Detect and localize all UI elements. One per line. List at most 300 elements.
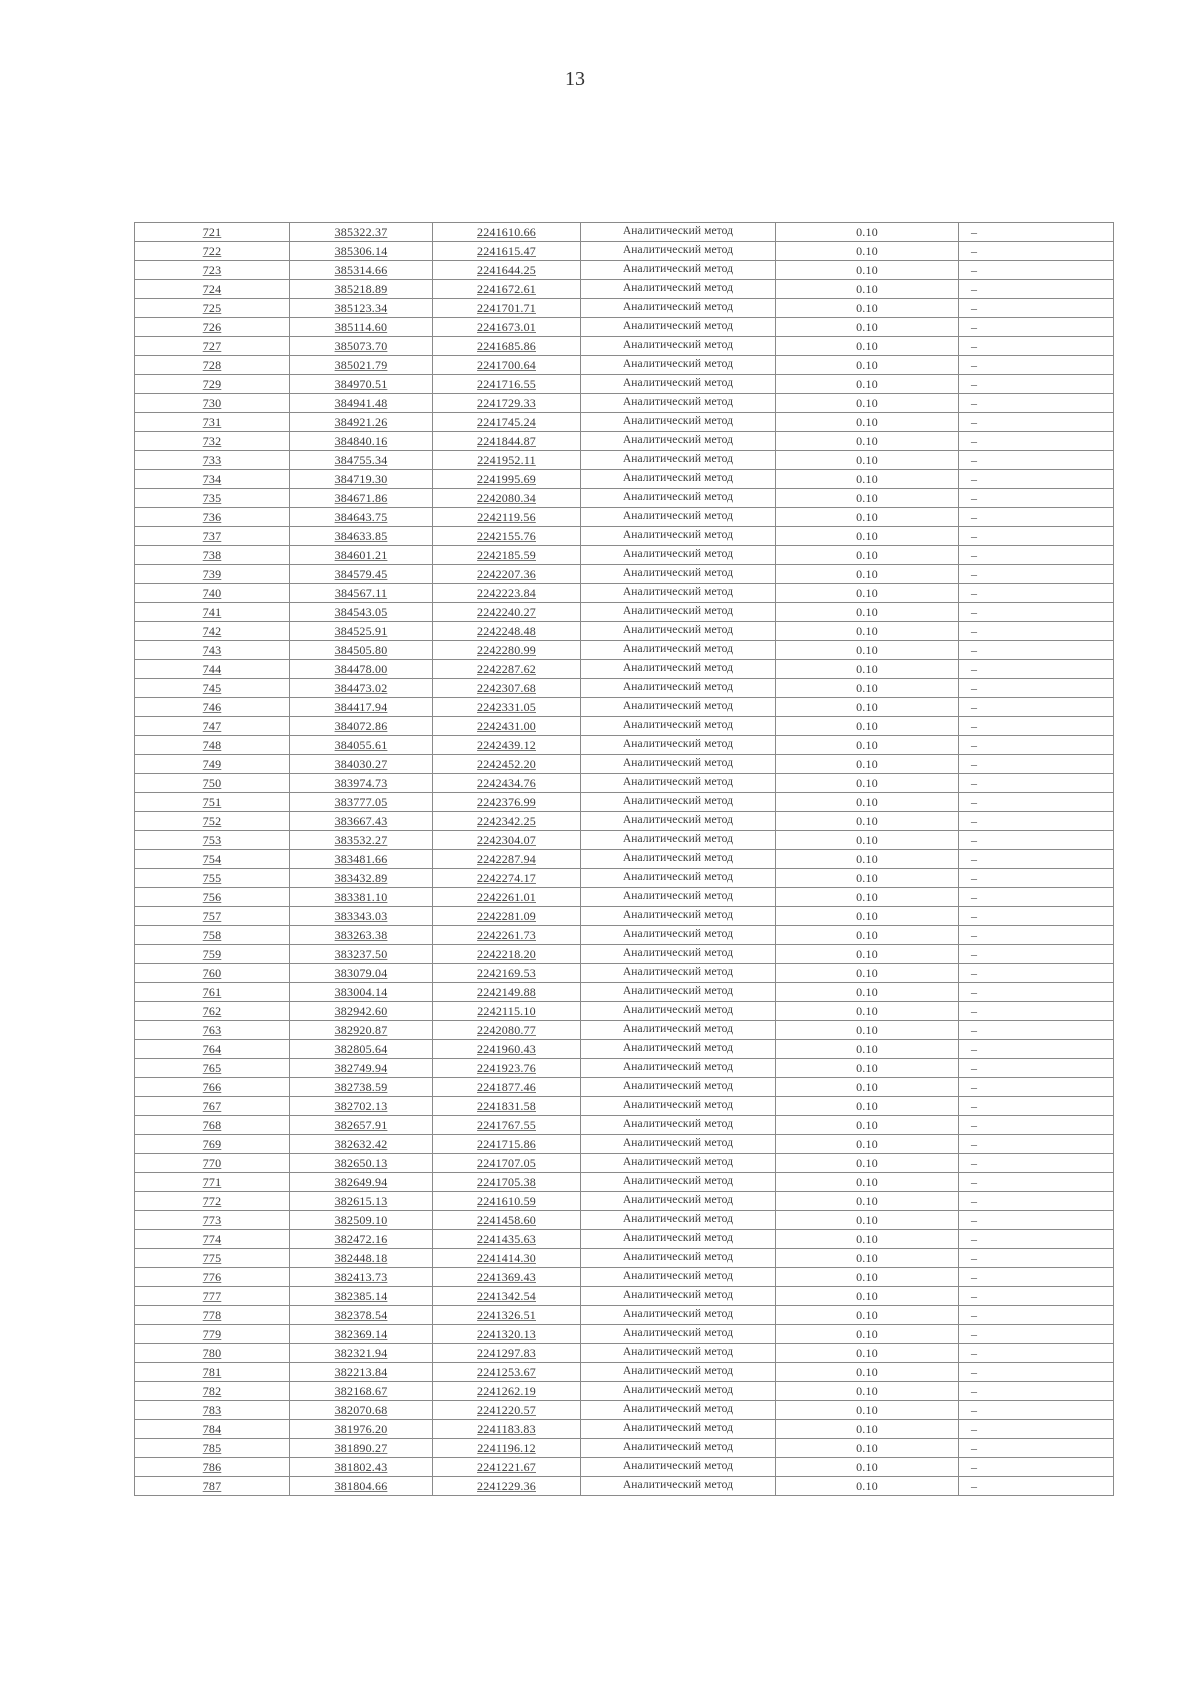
description-cell bbox=[959, 1078, 1114, 1097]
x-coordinate-cell-text: 382070.68 bbox=[334, 1403, 388, 1417]
x-coordinate-cell-text: 382649.94 bbox=[334, 1175, 388, 1189]
point-number-cell-text: 738 bbox=[202, 548, 222, 562]
x-coordinate-cell-text: 385322.37 bbox=[334, 225, 388, 239]
point-number-cell-text: 722 bbox=[202, 244, 222, 258]
x-coordinate-cell bbox=[290, 888, 433, 907]
point-number-cell bbox=[135, 1135, 290, 1154]
method-cell-text: Аналитический метод bbox=[622, 529, 734, 542]
point-number-cell bbox=[135, 964, 290, 983]
table-row bbox=[135, 394, 1114, 413]
description-cell bbox=[959, 1173, 1114, 1192]
x-coordinate-cell-text: 385021.79 bbox=[334, 358, 388, 372]
y-coordinate-cell bbox=[433, 1325, 581, 1344]
method-cell bbox=[581, 223, 776, 242]
x-coordinate-cell-text: 384030.27 bbox=[334, 757, 388, 771]
error-cell bbox=[776, 394, 959, 413]
x-coordinate-cell-text: 384643.75 bbox=[334, 510, 388, 524]
point-number-cell-text: 744 bbox=[202, 662, 222, 676]
y-coordinate-cell-text: 2241610.59 bbox=[477, 1194, 536, 1208]
y-coordinate-cell-text: 2241844.87 bbox=[477, 434, 536, 448]
description-cell-text: – bbox=[971, 814, 978, 828]
description-cell-text: – bbox=[971, 1099, 978, 1113]
y-coordinate-cell bbox=[433, 1135, 581, 1154]
point-number-cell bbox=[135, 774, 290, 793]
point-number-cell-text: 772 bbox=[202, 1194, 222, 1208]
point-number-cell bbox=[135, 242, 290, 261]
point-number-cell bbox=[135, 983, 290, 1002]
error-cell-text: 0.10 bbox=[856, 1289, 878, 1303]
method-cell bbox=[581, 1021, 776, 1040]
x-coordinate-cell bbox=[290, 736, 433, 755]
error-cell bbox=[776, 679, 959, 698]
method-cell-text: Аналитический метод bbox=[622, 396, 734, 409]
description-cell bbox=[959, 1268, 1114, 1287]
x-coordinate-cell bbox=[290, 1382, 433, 1401]
description-cell bbox=[959, 717, 1114, 736]
method-cell bbox=[581, 413, 776, 432]
method-cell bbox=[581, 1211, 776, 1230]
error-cell bbox=[776, 565, 959, 584]
point-number-cell bbox=[135, 1059, 290, 1078]
error-cell-text: 0.10 bbox=[856, 966, 878, 980]
x-coordinate-cell bbox=[290, 983, 433, 1002]
error-cell bbox=[776, 736, 959, 755]
table-row bbox=[135, 413, 1114, 432]
x-coordinate-cell-text: 383667.43 bbox=[334, 814, 388, 828]
method-cell bbox=[581, 717, 776, 736]
y-coordinate-cell-text: 2241320.13 bbox=[477, 1327, 536, 1341]
description-cell bbox=[959, 261, 1114, 280]
method-cell bbox=[581, 1154, 776, 1173]
point-number-cell bbox=[135, 907, 290, 926]
method-cell-text: Аналитический метод bbox=[622, 700, 734, 713]
method-cell-text: Аналитический метод bbox=[622, 586, 734, 599]
y-coordinate-cell bbox=[433, 299, 581, 318]
point-number-cell bbox=[135, 1439, 290, 1458]
description-cell bbox=[959, 945, 1114, 964]
method-cell bbox=[581, 508, 776, 527]
description-cell-text: – bbox=[971, 1479, 978, 1493]
point-number-cell-text: 756 bbox=[202, 890, 222, 904]
y-coordinate-cell-text: 2241435.63 bbox=[477, 1232, 536, 1246]
method-cell bbox=[581, 907, 776, 926]
error-cell-text: 0.10 bbox=[856, 719, 878, 733]
error-cell bbox=[776, 755, 959, 774]
error-cell-text: 0.10 bbox=[856, 529, 878, 543]
method-cell-text: Аналитический метод bbox=[622, 1023, 734, 1036]
error-cell bbox=[776, 850, 959, 869]
description-cell-text: – bbox=[971, 282, 978, 296]
x-coordinate-cell-text: 385314.66 bbox=[334, 263, 388, 277]
method-cell bbox=[581, 1059, 776, 1078]
point-number-cell-text: 748 bbox=[202, 738, 222, 752]
description-cell-text: – bbox=[971, 738, 978, 752]
description-cell bbox=[959, 1135, 1114, 1154]
x-coordinate-cell bbox=[290, 1078, 433, 1097]
x-coordinate-cell-text: 384921.26 bbox=[334, 415, 388, 429]
y-coordinate-cell bbox=[433, 508, 581, 527]
y-coordinate-cell-text: 2241707.05 bbox=[477, 1156, 536, 1170]
point-number-cell bbox=[135, 603, 290, 622]
y-coordinate-cell-text: 2242169.53 bbox=[477, 966, 536, 980]
method-cell-text: Аналитический метод bbox=[622, 434, 734, 447]
y-coordinate-cell bbox=[433, 1420, 581, 1439]
x-coordinate-cell-text: 385218.89 bbox=[334, 282, 388, 296]
error-cell bbox=[776, 888, 959, 907]
description-cell-text: – bbox=[971, 719, 978, 733]
error-cell-text: 0.10 bbox=[856, 985, 878, 999]
point-number-cell bbox=[135, 755, 290, 774]
y-coordinate-cell bbox=[433, 356, 581, 375]
error-cell-text: 0.10 bbox=[856, 1194, 878, 1208]
description-cell-text: – bbox=[971, 1327, 978, 1341]
y-coordinate-cell-text: 2241745.24 bbox=[477, 415, 536, 429]
error-cell-text: 0.10 bbox=[856, 263, 878, 277]
x-coordinate-cell bbox=[290, 584, 433, 603]
point-number-cell bbox=[135, 622, 290, 641]
x-coordinate-cell-text: 382920.87 bbox=[334, 1023, 388, 1037]
method-cell bbox=[581, 1040, 776, 1059]
error-cell-text: 0.10 bbox=[856, 700, 878, 714]
y-coordinate-cell-text: 2242376.99 bbox=[477, 795, 536, 809]
y-coordinate-cell bbox=[433, 1154, 581, 1173]
description-cell bbox=[959, 1344, 1114, 1363]
point-number-cell bbox=[135, 1401, 290, 1420]
y-coordinate-cell-text: 2242185.59 bbox=[477, 548, 536, 562]
y-coordinate-cell-text: 2241705.38 bbox=[477, 1175, 536, 1189]
point-number-cell bbox=[135, 1306, 290, 1325]
x-coordinate-cell-text: 382369.14 bbox=[334, 1327, 388, 1341]
description-cell-text: – bbox=[971, 434, 978, 448]
point-number-cell bbox=[135, 888, 290, 907]
y-coordinate-cell-text: 2241960.43 bbox=[477, 1042, 536, 1056]
error-cell bbox=[776, 793, 959, 812]
method-cell bbox=[581, 1287, 776, 1306]
point-number-cell-text: 736 bbox=[202, 510, 222, 524]
table-row bbox=[135, 1268, 1114, 1287]
method-cell bbox=[581, 1325, 776, 1344]
point-number-cell bbox=[135, 1173, 290, 1192]
x-coordinate-cell-text: 385123.34 bbox=[334, 301, 388, 315]
method-cell bbox=[581, 1344, 776, 1363]
error-cell-text: 0.10 bbox=[856, 396, 878, 410]
x-coordinate-cell bbox=[290, 1230, 433, 1249]
method-cell-text: Аналитический метод bbox=[622, 263, 734, 276]
x-coordinate-cell bbox=[290, 1116, 433, 1135]
method-cell bbox=[581, 964, 776, 983]
point-number-cell-text: 741 bbox=[202, 605, 222, 619]
y-coordinate-cell-text: 2241644.25 bbox=[477, 263, 536, 277]
description-cell-text: – bbox=[971, 871, 978, 885]
y-coordinate-cell bbox=[433, 1401, 581, 1420]
error-cell bbox=[776, 1249, 959, 1268]
error-cell-text: 0.10 bbox=[856, 1175, 878, 1189]
method-cell-text: Аналитический метод bbox=[622, 1061, 734, 1074]
error-cell bbox=[776, 1477, 959, 1496]
point-number-cell bbox=[135, 717, 290, 736]
description-cell bbox=[959, 1477, 1114, 1496]
y-coordinate-cell-text: 2241458.60 bbox=[477, 1213, 536, 1227]
y-coordinate-cell bbox=[433, 660, 581, 679]
x-coordinate-cell-text: 384543.05 bbox=[334, 605, 388, 619]
method-cell bbox=[581, 1173, 776, 1192]
x-coordinate-cell bbox=[290, 755, 433, 774]
error-cell-text: 0.10 bbox=[856, 605, 878, 619]
description-cell bbox=[959, 489, 1114, 508]
x-coordinate-cell-text: 383432.89 bbox=[334, 871, 388, 885]
description-cell bbox=[959, 565, 1114, 584]
error-cell bbox=[776, 1344, 959, 1363]
y-coordinate-cell-text: 2242274.17 bbox=[477, 871, 536, 885]
method-cell bbox=[581, 299, 776, 318]
table-row bbox=[135, 1249, 1114, 1268]
description-cell bbox=[959, 451, 1114, 470]
method-cell bbox=[581, 1002, 776, 1021]
table-row bbox=[135, 223, 1114, 242]
error-cell bbox=[776, 641, 959, 660]
description-cell bbox=[959, 242, 1114, 261]
error-cell bbox=[776, 983, 959, 1002]
method-cell bbox=[581, 983, 776, 1002]
y-coordinate-cell-text: 2242115.10 bbox=[477, 1004, 536, 1018]
x-coordinate-cell bbox=[290, 337, 433, 356]
description-cell-text: – bbox=[971, 244, 978, 258]
x-coordinate-cell-text: 382509.10 bbox=[334, 1213, 388, 1227]
description-cell-text: – bbox=[971, 510, 978, 524]
y-coordinate-cell-text: 2242287.94 bbox=[477, 852, 536, 866]
description-cell bbox=[959, 584, 1114, 603]
method-cell bbox=[581, 470, 776, 489]
table-row bbox=[135, 831, 1114, 850]
description-cell bbox=[959, 831, 1114, 850]
x-coordinate-cell-text: 381804.66 bbox=[334, 1479, 388, 1493]
description-cell-text: – bbox=[971, 358, 978, 372]
point-number-cell-text: 785 bbox=[202, 1441, 222, 1455]
x-coordinate-cell bbox=[290, 1021, 433, 1040]
error-cell-text: 0.10 bbox=[856, 434, 878, 448]
y-coordinate-cell-text: 2242452.20 bbox=[477, 757, 536, 771]
point-number-cell-text: 750 bbox=[202, 776, 222, 790]
method-cell-text: Аналитический метод bbox=[622, 1289, 734, 1302]
y-coordinate-cell bbox=[433, 565, 581, 584]
x-coordinate-cell-text: 383481.66 bbox=[334, 852, 388, 866]
x-coordinate-cell bbox=[290, 1439, 433, 1458]
method-cell-text: Аналитический метод bbox=[622, 320, 734, 333]
description-cell bbox=[959, 413, 1114, 432]
method-cell-text: Аналитический метод bbox=[622, 1365, 734, 1378]
table-row bbox=[135, 1211, 1114, 1230]
error-cell bbox=[776, 812, 959, 831]
error-cell bbox=[776, 1211, 959, 1230]
error-cell-text: 0.10 bbox=[856, 282, 878, 296]
x-coordinate-cell-text: 384601.21 bbox=[334, 548, 388, 562]
point-number-cell-text: 752 bbox=[202, 814, 222, 828]
table-row bbox=[135, 983, 1114, 1002]
description-cell-text: – bbox=[971, 301, 978, 315]
point-number-cell bbox=[135, 261, 290, 280]
method-cell bbox=[581, 793, 776, 812]
method-cell-text: Аналитический метод bbox=[622, 757, 734, 770]
method-cell-text: Аналитический метод bbox=[622, 1403, 734, 1416]
error-cell-text: 0.10 bbox=[856, 1213, 878, 1227]
page-number: 13 bbox=[565, 68, 585, 90]
x-coordinate-cell bbox=[290, 280, 433, 299]
method-cell bbox=[581, 584, 776, 603]
y-coordinate-cell bbox=[433, 945, 581, 964]
description-cell-text: – bbox=[971, 1137, 978, 1151]
error-cell-text: 0.10 bbox=[856, 1251, 878, 1265]
point-number-cell bbox=[135, 1287, 290, 1306]
point-number-cell-text: 766 bbox=[202, 1080, 222, 1094]
x-coordinate-cell bbox=[290, 508, 433, 527]
method-cell-text: Аналитический метод bbox=[622, 890, 734, 903]
table-row bbox=[135, 755, 1114, 774]
method-cell-text: Аналитический метод bbox=[622, 1080, 734, 1093]
y-coordinate-cell-text: 2241297.83 bbox=[477, 1346, 536, 1360]
description-cell bbox=[959, 1211, 1114, 1230]
description-cell bbox=[959, 869, 1114, 888]
method-cell bbox=[581, 622, 776, 641]
description-cell-text: – bbox=[971, 1270, 978, 1284]
table-row bbox=[135, 1382, 1114, 1401]
error-cell bbox=[776, 318, 959, 337]
x-coordinate-cell bbox=[290, 470, 433, 489]
point-number-cell bbox=[135, 337, 290, 356]
method-cell bbox=[581, 546, 776, 565]
table-row bbox=[135, 356, 1114, 375]
description-cell-text: – bbox=[971, 795, 978, 809]
error-cell-text: 0.10 bbox=[856, 1327, 878, 1341]
y-coordinate-cell-text: 2241701.71 bbox=[477, 301, 536, 315]
method-cell bbox=[581, 1116, 776, 1135]
method-cell bbox=[581, 394, 776, 413]
error-cell-text: 0.10 bbox=[856, 795, 878, 809]
table-row bbox=[135, 812, 1114, 831]
point-number-cell bbox=[135, 375, 290, 394]
y-coordinate-cell bbox=[433, 1173, 581, 1192]
point-number-cell-text: 755 bbox=[202, 871, 222, 885]
x-coordinate-cell-text: 383343.03 bbox=[334, 909, 388, 923]
table-row bbox=[135, 1059, 1114, 1078]
description-cell bbox=[959, 280, 1114, 299]
point-number-cell bbox=[135, 508, 290, 527]
point-number-cell-text: 779 bbox=[202, 1327, 222, 1341]
x-coordinate-cell bbox=[290, 907, 433, 926]
error-cell bbox=[776, 413, 959, 432]
table-row bbox=[135, 1344, 1114, 1363]
point-number-cell-text: 734 bbox=[202, 472, 222, 486]
description-cell bbox=[959, 1420, 1114, 1439]
error-cell bbox=[776, 1363, 959, 1382]
description-cell-text: – bbox=[971, 966, 978, 980]
y-coordinate-cell bbox=[433, 622, 581, 641]
point-number-cell-text: 765 bbox=[202, 1061, 222, 1075]
x-coordinate-cell bbox=[290, 698, 433, 717]
method-cell bbox=[581, 1230, 776, 1249]
y-coordinate-cell bbox=[433, 1040, 581, 1059]
point-number-cell bbox=[135, 1021, 290, 1040]
description-cell-text: – bbox=[971, 1194, 978, 1208]
point-number-cell-text: 767 bbox=[202, 1099, 222, 1113]
description-cell-text: – bbox=[971, 529, 978, 543]
x-coordinate-cell bbox=[290, 1249, 433, 1268]
description-cell bbox=[959, 394, 1114, 413]
y-coordinate-cell bbox=[433, 546, 581, 565]
point-number-cell bbox=[135, 432, 290, 451]
method-cell-text: Аналитический метод bbox=[622, 662, 734, 675]
y-coordinate-cell-text: 2241923.76 bbox=[477, 1061, 536, 1075]
error-cell-text: 0.10 bbox=[856, 1061, 878, 1075]
y-coordinate-cell bbox=[433, 698, 581, 717]
table-row bbox=[135, 261, 1114, 280]
x-coordinate-cell bbox=[290, 1097, 433, 1116]
x-coordinate-cell-text: 384840.16 bbox=[334, 434, 388, 448]
description-cell-text: – bbox=[971, 643, 978, 657]
y-coordinate-cell bbox=[433, 1249, 581, 1268]
description-cell bbox=[959, 888, 1114, 907]
y-coordinate-cell-text: 2241229.36 bbox=[477, 1479, 536, 1493]
y-coordinate-cell-text: 2242281.09 bbox=[477, 909, 536, 923]
point-number-cell bbox=[135, 546, 290, 565]
method-cell bbox=[581, 698, 776, 717]
description-cell bbox=[959, 1154, 1114, 1173]
method-cell-text: Аналитический метод bbox=[622, 928, 734, 941]
x-coordinate-cell-text: 383532.27 bbox=[334, 833, 388, 847]
description-cell bbox=[959, 356, 1114, 375]
x-coordinate-cell bbox=[290, 679, 433, 698]
y-coordinate-cell bbox=[433, 964, 581, 983]
y-coordinate-cell bbox=[433, 1192, 581, 1211]
method-cell-text: Аналитический метод bbox=[622, 1460, 734, 1473]
method-cell bbox=[581, 1382, 776, 1401]
y-coordinate-cell bbox=[433, 1344, 581, 1363]
method-cell bbox=[581, 755, 776, 774]
point-number-cell bbox=[135, 1344, 290, 1363]
description-cell-text: – bbox=[971, 1308, 978, 1322]
x-coordinate-cell bbox=[290, 299, 433, 318]
error-cell-text: 0.10 bbox=[856, 301, 878, 315]
y-coordinate-cell bbox=[433, 489, 581, 508]
x-coordinate-cell bbox=[290, 451, 433, 470]
error-cell-text: 0.10 bbox=[856, 928, 878, 942]
error-cell-text: 0.10 bbox=[856, 624, 878, 638]
method-cell bbox=[581, 451, 776, 470]
method-cell-text: Аналитический метод bbox=[622, 1042, 734, 1055]
description-cell bbox=[959, 660, 1114, 679]
error-cell bbox=[776, 1116, 959, 1135]
error-cell-text: 0.10 bbox=[856, 1080, 878, 1094]
error-cell bbox=[776, 299, 959, 318]
error-cell-text: 0.10 bbox=[856, 339, 878, 353]
y-coordinate-cell-text: 2242304.07 bbox=[477, 833, 536, 847]
x-coordinate-cell-text: 382702.13 bbox=[334, 1099, 388, 1113]
method-cell-text: Аналитический метод bbox=[622, 548, 734, 561]
y-coordinate-cell bbox=[433, 755, 581, 774]
method-cell-text: Аналитический метод bbox=[622, 1479, 734, 1492]
y-coordinate-cell bbox=[433, 584, 581, 603]
error-cell-text: 0.10 bbox=[856, 1403, 878, 1417]
point-number-cell-text: 728 bbox=[202, 358, 222, 372]
description-cell-text: – bbox=[971, 833, 978, 847]
error-cell-text: 0.10 bbox=[856, 1023, 878, 1037]
x-coordinate-cell bbox=[290, 223, 433, 242]
method-cell-text: Аналитический метод bbox=[622, 472, 734, 485]
x-coordinate-cell-text: 382615.13 bbox=[334, 1194, 388, 1208]
y-coordinate-cell-text: 2241767.55 bbox=[477, 1118, 536, 1132]
error-cell-text: 0.10 bbox=[856, 491, 878, 505]
y-coordinate-cell-text: 2242331.05 bbox=[477, 700, 536, 714]
y-coordinate-cell-text: 2241342.54 bbox=[477, 1289, 536, 1303]
